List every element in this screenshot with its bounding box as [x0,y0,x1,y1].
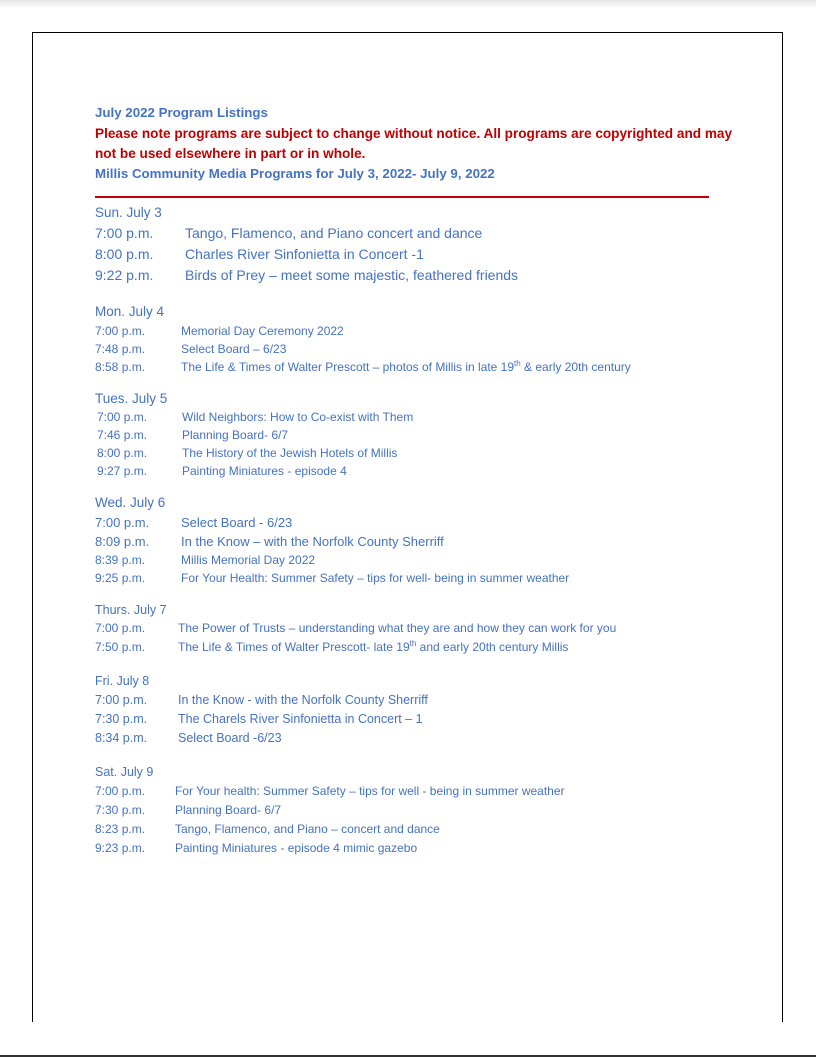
day-label: Wed. July 6 [95,495,166,510]
day-block-wednesday [95,493,745,587]
program-row [95,801,745,820]
program-row [95,358,745,376]
day-block-thursday [95,601,745,657]
program-title: Tango, Flamenco, and Piano concert and dance [185,225,483,241]
program-time: 7:30 p.m. [95,712,148,726]
day-block-tuesday [95,389,745,480]
program-time: 7:30 p.m. [95,803,146,817]
program-title: Millis Memorial Day 2022 [181,553,316,567]
program-title-text: & early 20th century [520,360,631,374]
program-row [95,532,745,551]
day-block-sunday [95,203,745,286]
day-label: Sun. July 3 [95,205,162,220]
header-divider [95,196,709,198]
program-row [95,569,745,587]
program-title: Charles River Sinfonietta in Concert -1 [185,246,424,262]
program-row [95,426,745,444]
day-label: Sat. July 9 [95,765,154,779]
program-time: 7:00 p.m. [95,324,146,338]
program-title: Planning Board- 6/7 [182,428,289,442]
program-row [95,729,745,748]
program-title: The History of the Jewish Hotels of Millis [182,446,398,460]
program-title: Memorial Day Ceremony 2022 [181,324,344,338]
program-title [181,358,631,376]
program-row [95,839,745,858]
program-time: 8:23 p.m. [95,822,146,836]
program-title-text: and early 20th century Millis [416,640,569,654]
program-time: 9:22 p.m. [95,267,154,283]
program-row [95,820,745,839]
program-row [95,462,745,480]
program-row [95,638,745,657]
program-title: The Charels River Sinfonietta in Concert – 1 [178,712,423,726]
program-row [95,710,745,729]
program-row [95,244,745,265]
program-row [95,408,745,426]
program-time: 8:09 p.m. [95,534,150,549]
program-title: Planning Board- 6/7 [175,803,282,817]
program-title: Painting Miniatures - episode 4 [182,464,347,478]
program-title: Select Board -6/23 [178,731,282,745]
program-title-text: The Life & Times of Walter Prescott – photos of Millis in late 19 [181,360,515,374]
program-title: For Your Health: Summer Safety – tips for well- being in summer weather [181,571,570,585]
program-time: 8:00 p.m. [97,446,148,460]
day-label: Thurs. July 7 [95,603,167,617]
program-time: 7:00 p.m. [95,621,146,635]
top-shadow [0,0,816,8]
copyright-notice: Please note programs are subject to change without notice. All programs are copyrighted and may not be used elsewhere in part or in whole. [95,126,733,161]
program-title-text: The Life & Times of Walter Prescott- late 19 [178,640,410,654]
program-time: 9:27 p.m. [97,464,148,478]
day-block-friday [95,672,745,748]
day-label: Tues. July 5 [95,391,168,406]
program-time: 9:25 p.m. [95,571,146,585]
program-title: Wild Neighbors: How to Co-exist with Them [182,410,414,424]
program-time: 7:46 p.m. [97,428,148,442]
program-time: 8:34 p.m. [95,731,148,745]
program-title: Tango, Flamenco, and Piano – concert and dance [175,822,440,836]
document-title: July 2022 Program Listings [95,105,268,120]
program-time: 7:00 p.m. [97,410,148,424]
program-title [178,638,568,657]
program-title: Select Board - 6/23 [181,515,293,530]
program-time: 7:00 p.m. [95,693,148,707]
program-row [95,513,745,532]
program-title: Select Board – 6/23 [181,342,287,356]
program-title: Painting Miniatures - episode 4 mimic gazebo [175,841,418,855]
program-time: 9:23 p.m. [95,841,146,855]
program-row [95,444,745,462]
document-subtitle: Millis Community Media Programs for July 3, 2022- July 9, 2022 [95,166,495,181]
program-time: 7:50 p.m. [95,640,146,654]
program-row [95,691,745,710]
program-row [95,223,745,244]
program-time: 8:39 p.m. [95,553,146,567]
program-row [95,322,745,340]
program-title: For Your health: Summer Safety – tips for well - being in summer weather [175,784,565,798]
program-schedule [95,203,745,858]
program-time: 7:00 p.m. [95,225,154,241]
program-time: 7:00 p.m. [95,784,146,798]
program-row [95,265,745,286]
program-time: 7:48 p.m. [95,342,146,356]
program-title: In the Know – with the Norfolk County Sherriff [181,534,444,549]
program-time: 8:58 p.m. [95,360,146,374]
program-title: Birds of Prey – meet some majestic, feathered friends [185,267,519,283]
day-block-monday [95,302,745,376]
program-title: The Power of Trusts – understanding what they are and how they can work for you [178,621,617,635]
day-label: Fri. July 8 [95,674,150,688]
program-title: In the Know - with the Norfolk County Sherriff [178,693,428,707]
ordinal-suffix: th [409,639,417,648]
program-time: 8:00 p.m. [95,246,154,262]
program-row [95,551,745,569]
program-time: 7:00 p.m. [95,515,150,530]
day-label: Mon. July 4 [95,304,165,319]
document-header [95,103,735,184]
program-row [95,782,745,801]
ordinal-suffix: th [514,359,521,368]
program-row [95,619,745,638]
program-row [95,340,745,358]
day-block-saturday [95,763,745,858]
